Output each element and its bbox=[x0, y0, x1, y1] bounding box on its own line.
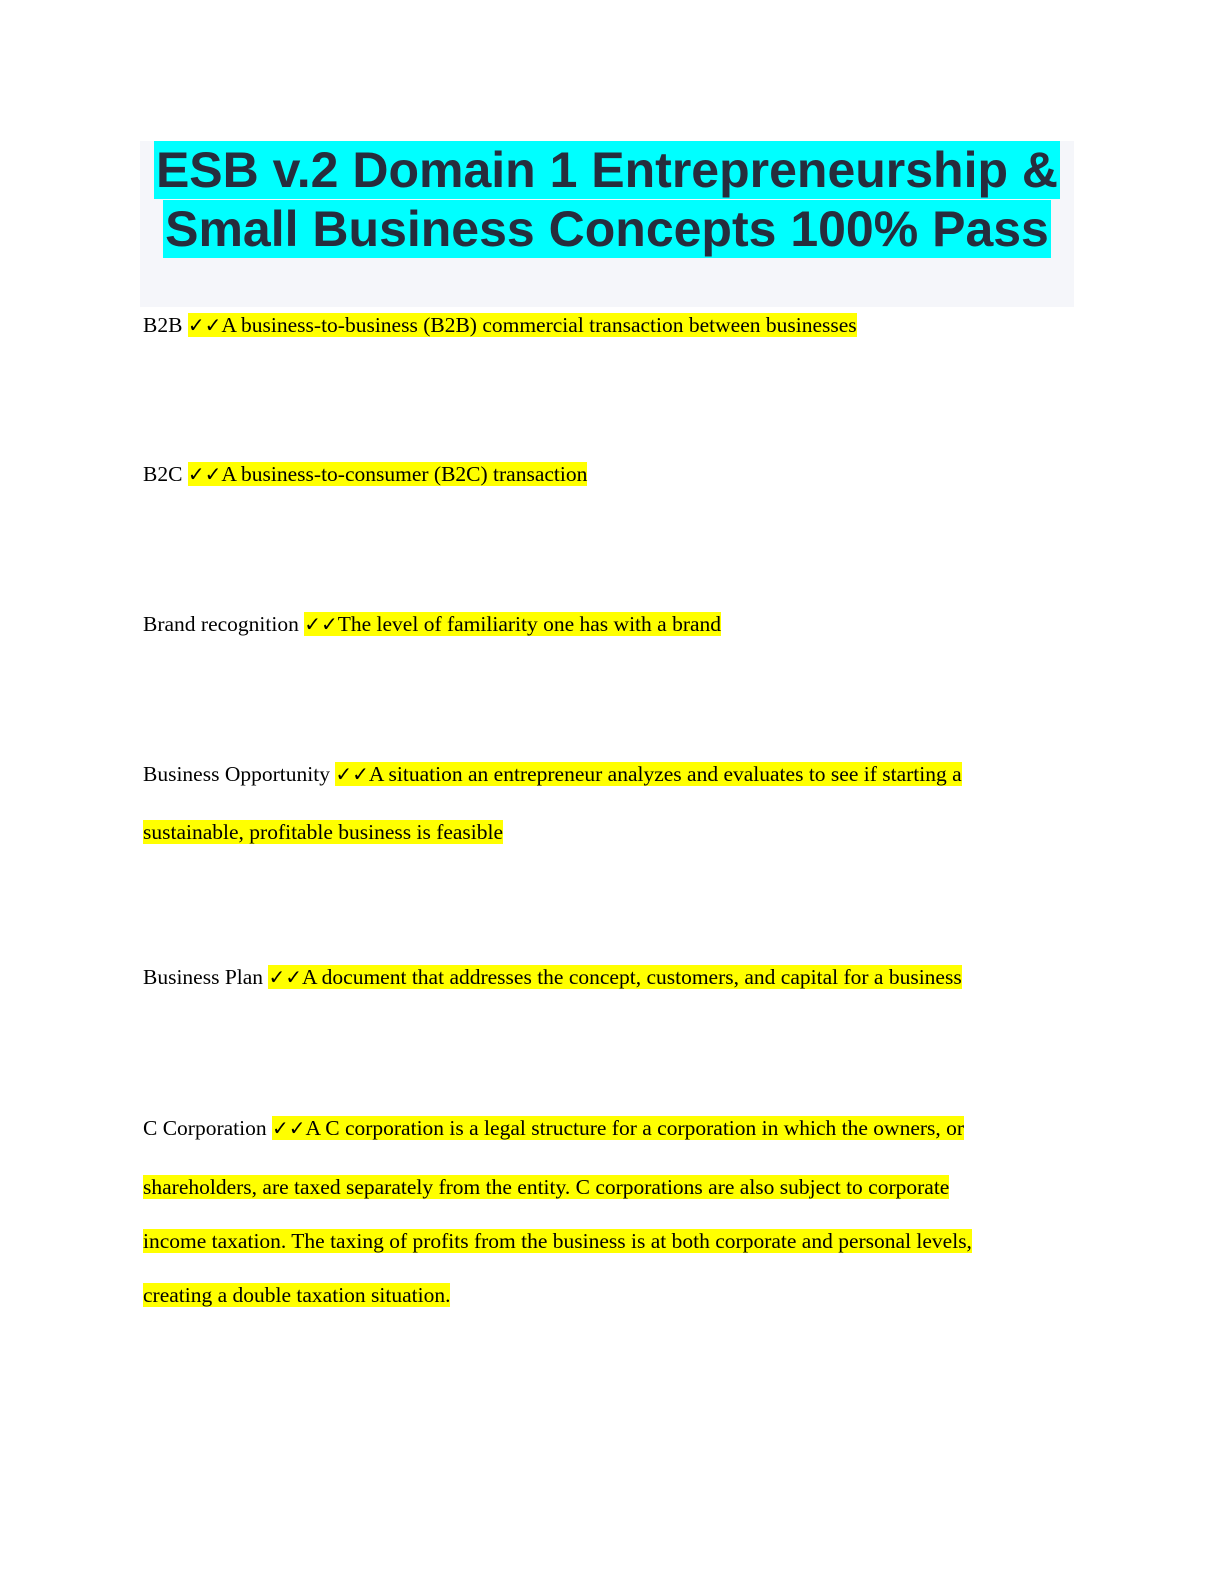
entry-definition-continued: income taxation. The taxing of profits from the business is at both corporate and personal levels, bbox=[143, 1229, 972, 1253]
double-check-icon: ✓✓ bbox=[187, 313, 222, 337]
title-line-2: Small Business Concepts 100% Pass bbox=[165, 201, 1049, 257]
page-title bbox=[140, 141, 1074, 259]
double-check-icon: ✓✓ bbox=[187, 462, 222, 486]
entry-definition: ✓✓A business-to-consumer (B2C) transaction bbox=[187, 462, 588, 486]
entry-business-plan bbox=[143, 962, 1073, 992]
title-box bbox=[140, 141, 1074, 307]
entry-definition-continued: creating a double taxation situation. bbox=[143, 1283, 451, 1307]
entry-definition: ✓✓The level of familiarity one has with a brand bbox=[304, 612, 722, 636]
entry-brand-recognition bbox=[143, 609, 1073, 639]
entry-definition: ✓✓A business-to-business (B2B) commercial transaction between businesses bbox=[187, 313, 857, 337]
entry-definition: ✓✓A situation an entrepreneur analyzes and evaluates to see if starting a bbox=[335, 762, 962, 786]
entry-term: Business Plan bbox=[143, 965, 264, 989]
double-check-icon: ✓✓ bbox=[268, 965, 302, 989]
entry-term: Business Opportunity bbox=[143, 762, 330, 786]
double-check-icon: ✓✓ bbox=[272, 1116, 306, 1140]
entry-term: B2B bbox=[143, 313, 183, 337]
entry-definition: ✓✓A C corporation is a legal structure for a corporation in which the owners, or bbox=[272, 1116, 965, 1140]
entry-definition-continued: sustainable, profitable business is feasible bbox=[143, 820, 504, 844]
entry-term: Brand recognition bbox=[143, 612, 299, 636]
title-line-1: ESB v.2 Domain 1 Entrepreneurship & bbox=[155, 142, 1059, 198]
entry-b2b bbox=[143, 310, 1073, 340]
entry-term: B2C bbox=[143, 462, 183, 486]
entry-b2c bbox=[143, 459, 1073, 489]
entry-definition: ✓✓A document that addresses the concept, customers, and capital for a business bbox=[268, 965, 962, 989]
entry-definition-continued: shareholders, are taxed separately from the entity. C corporations are also subject to corporate bbox=[143, 1175, 950, 1199]
double-check-icon: ✓✓ bbox=[335, 762, 369, 786]
double-check-icon: ✓✓ bbox=[304, 612, 338, 636]
entry-c-corporation bbox=[143, 1113, 1073, 1310]
entry-term: C Corporation bbox=[143, 1116, 267, 1140]
entry-business-opportunity bbox=[143, 759, 1073, 847]
